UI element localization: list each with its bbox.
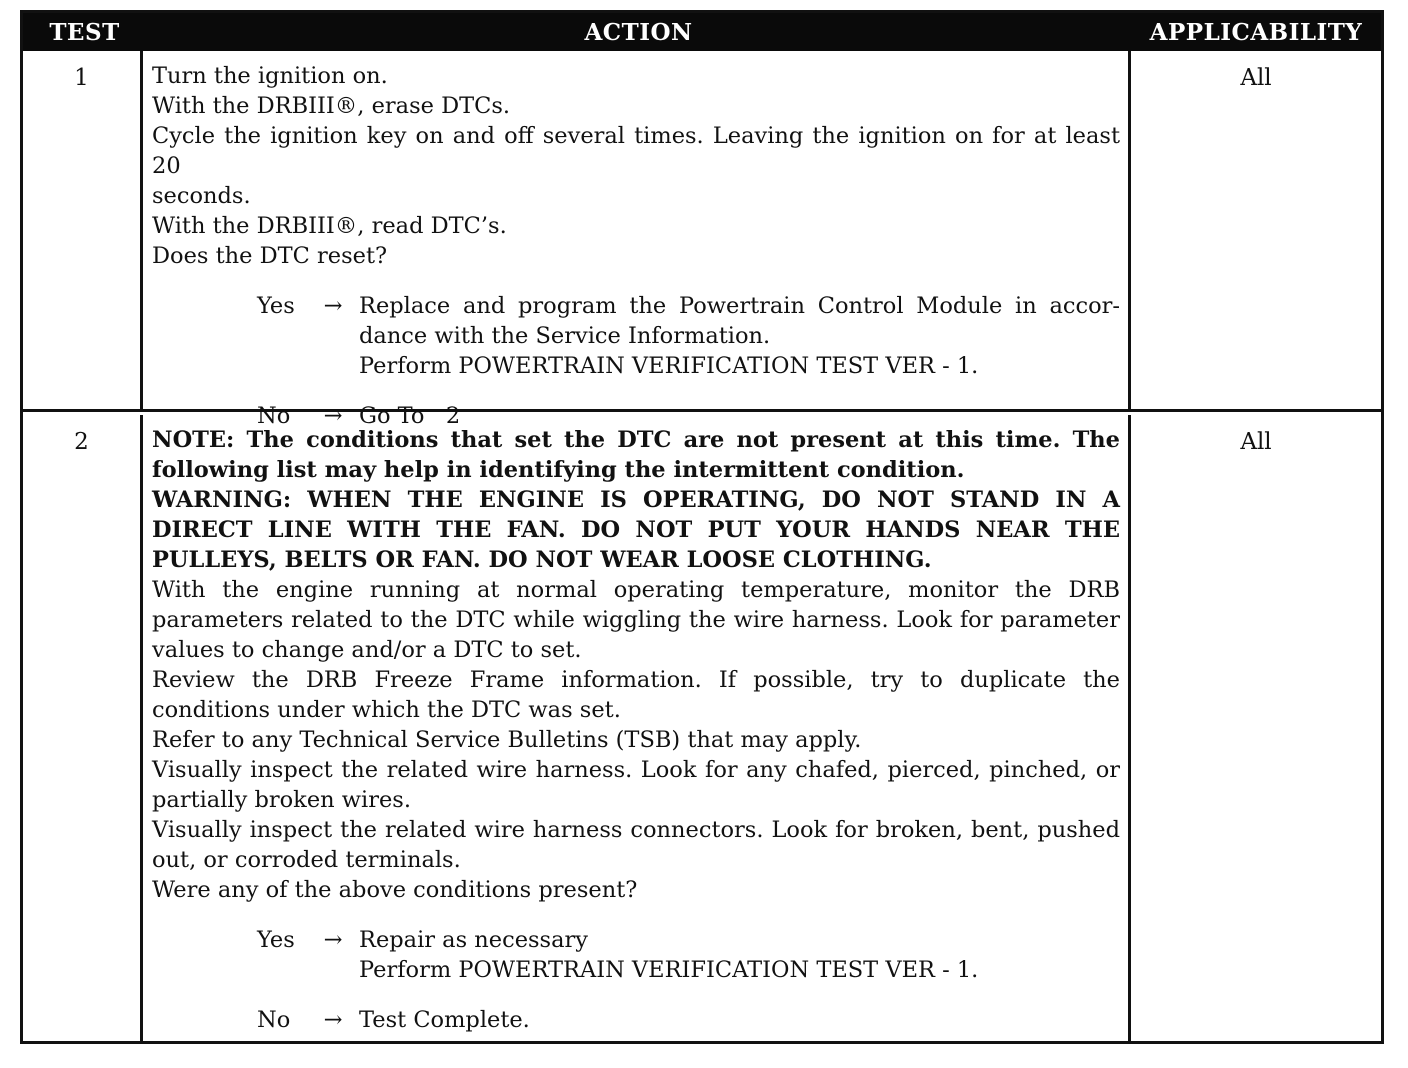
action-line: partially broken wires.: [152, 787, 412, 813]
arrow-icon: →: [323, 293, 343, 319]
table-row: [23, 415, 1381, 1042]
action-line: With the DRBIII®, erase DTCs.: [152, 93, 511, 119]
arrow-icon: →: [323, 927, 343, 953]
test-number: 2: [23, 415, 143, 1042]
action-line: With the DRBIII®, read DTC’s.: [152, 213, 507, 239]
action-line: out, or corroded terminals.: [152, 847, 461, 873]
note-line: following list may help in identifying the intermittent condition.: [152, 457, 965, 483]
yes-line: Replace and program the Powertrain Control Module in accor-: [359, 293, 1120, 319]
action-line: parameters related to the DTC while wiggling the wire harness. Look for parameter: [152, 607, 1120, 633]
arrow-icon: →: [323, 1007, 343, 1033]
action-line: Visually inspect the related wire harness. Look for any chafed, pierced, pinched, or: [152, 757, 1120, 783]
warning-line: DIRECT LINE WITH THE FAN. DO NOT PUT YOUR HANDS NEAR THE: [152, 517, 1120, 543]
yes-label: Yes: [257, 293, 295, 319]
action-line: values to change and/or a DTC to set.: [152, 637, 582, 663]
diagnostic-table: [20, 10, 1384, 1044]
yes-line: dance with the Service Information.: [359, 323, 771, 349]
yes-line: Perform POWERTRAIN VERIFICATION TEST VER - 1.: [359, 957, 979, 983]
yes-branch: [257, 291, 1120, 381]
applicability: All: [1240, 429, 1272, 455]
header-applicability: APPLICABILITY: [1149, 18, 1363, 46]
warning-line: PULLEYS, BELTS OR FAN. DO NOT WEAR LOOSE CLOTHING.: [152, 547, 932, 573]
no-label: No: [257, 403, 291, 429]
action-line: Cycle the ignition key on and off several times. Leaving the ignition on for at least 20: [152, 123, 1120, 179]
table-header: [23, 13, 1381, 51]
action-line: Turn the ignition on.: [152, 63, 388, 89]
yes-label: Yes: [257, 927, 295, 953]
action-line: With the engine running at normal operating temperature, monitor the DRB: [152, 577, 1120, 603]
action-line: Does the DTC reset?: [152, 243, 388, 269]
no-text: Test Complete.: [359, 1007, 530, 1033]
yes-line: Perform POWERTRAIN VERIFICATION TEST VER - 1.: [359, 353, 979, 379]
action-line: Visually inspect the related wire harness connectors. Look for broken, bent, pushed: [152, 817, 1120, 843]
action-line: conditions under which the DTC was set.: [152, 697, 621, 723]
header-test: TEST: [49, 18, 120, 46]
no-branch: [257, 1005, 1120, 1035]
test-number: 1: [23, 51, 143, 409]
action-line: Review the DRB Freeze Frame information. If possible, try to duplicate the: [152, 667, 1120, 693]
applicability: All: [1240, 65, 1272, 91]
no-text: Go To 2: [359, 403, 461, 429]
header-action: ACTION: [584, 18, 693, 46]
arrow-icon: →: [323, 403, 343, 429]
warning-line: WARNING: WHEN THE ENGINE IS OPERATING, DO NOT STAND IN A: [152, 487, 1120, 513]
yes-branch: [257, 925, 1120, 985]
action-cell: [143, 415, 1131, 1042]
yes-line: Repair as necessary: [359, 927, 588, 953]
action-line: Refer to any Technical Service Bulletins (TSB) that may apply.: [152, 727, 862, 753]
no-label: No: [257, 1007, 291, 1033]
note-line: NOTE: The conditions that set the DTC are not present at this time. The: [152, 427, 1120, 453]
table-row: [23, 51, 1381, 429]
action-cell: [143, 51, 1131, 429]
action-line: Were any of the above conditions present?: [152, 877, 638, 903]
action-line: seconds.: [152, 183, 251, 209]
